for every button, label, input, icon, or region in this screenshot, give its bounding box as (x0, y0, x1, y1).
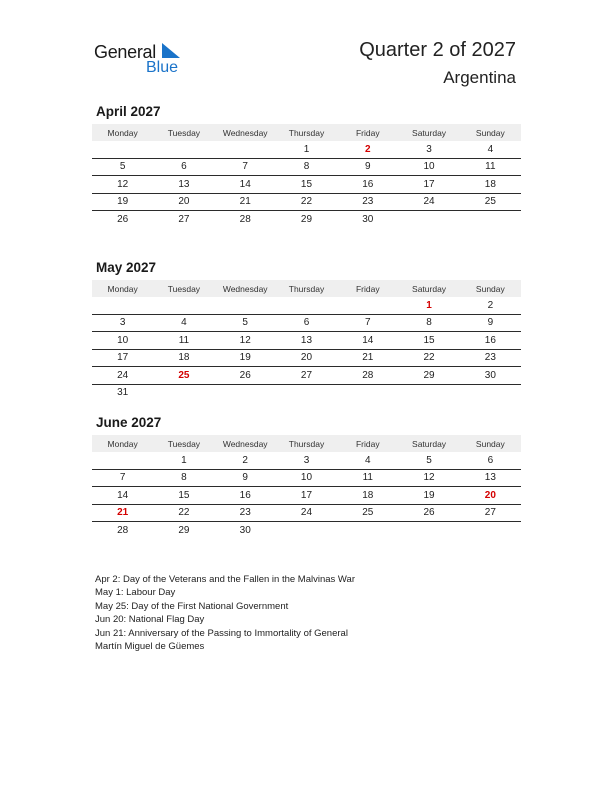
day-cell: 1 (276, 141, 337, 158)
day-cell: 14 (92, 487, 153, 505)
month-title: June 2027 (96, 415, 162, 430)
weekday-header: Saturday (398, 280, 459, 297)
day-cell: 11 (153, 332, 214, 350)
calendar-table (92, 280, 521, 401)
day-cell: 28 (337, 367, 398, 385)
day-cell: 24 (398, 193, 459, 211)
weekday-header: Friday (337, 124, 398, 141)
day-cell: 17 (92, 349, 153, 367)
day-cell: 18 (337, 487, 398, 505)
day-cell: 21 (337, 349, 398, 367)
weekday-header: Sunday (460, 435, 521, 452)
day-cell: 27 (276, 367, 337, 385)
day-cell: 23 (460, 349, 521, 367)
week-row (92, 384, 521, 401)
day-cell (460, 384, 521, 401)
day-cell (337, 522, 398, 539)
day-cell: 27 (460, 504, 521, 522)
day-cell: 1 (153, 452, 214, 469)
week-row (92, 314, 521, 332)
week-row (92, 522, 521, 539)
day-cell: 24 (92, 367, 153, 385)
weekday-header: Monday (92, 124, 153, 141)
week-row (92, 504, 521, 522)
week-row (92, 469, 521, 487)
country-name: Argentina (443, 68, 516, 87)
day-cell (398, 384, 459, 401)
holiday-note: Apr 2: Day of the Veterans and the Fallen in the Malvinas War (95, 574, 355, 585)
weekday-header: Thursday (276, 280, 337, 297)
day-cell: 7 (337, 314, 398, 332)
day-cell: 14 (215, 176, 276, 194)
day-cell: 15 (398, 332, 459, 350)
day-cell: 5 (215, 314, 276, 332)
day-cell: 2 (460, 297, 521, 314)
day-cell: 19 (398, 487, 459, 505)
day-cell: 10 (92, 332, 153, 350)
weekday-header: Wednesday (215, 124, 276, 141)
day-cell (215, 297, 276, 314)
weekday-header: Monday (92, 280, 153, 297)
holiday-note: Martín Miguel de Güemes (95, 641, 205, 653)
day-cell (215, 384, 276, 401)
day-cell (215, 141, 276, 158)
day-cell: 22 (398, 349, 459, 367)
day-cell: 7 (215, 158, 276, 176)
day-cell: 19 (215, 349, 276, 367)
day-cell: 4 (153, 314, 214, 332)
day-cell: 29 (398, 367, 459, 385)
day-cell (460, 211, 521, 228)
week-row (92, 176, 521, 194)
week-row (92, 211, 521, 228)
day-cell: 12 (215, 332, 276, 350)
day-cell: 21 (215, 193, 276, 211)
month-title: May 2027 (96, 260, 157, 275)
brand-logo (94, 40, 194, 80)
day-cell: 3 (398, 141, 459, 158)
month-june (92, 415, 521, 539)
day-cell: 16 (337, 176, 398, 194)
day-cell: 26 (398, 504, 459, 522)
day-cell: 18 (153, 349, 214, 367)
weekday-header: Wednesday (215, 280, 276, 297)
day-cell (153, 297, 214, 314)
holiday-note: Jun 21: Anniversary of the Passing to Immortality of General (95, 627, 348, 639)
weekday-header: Saturday (398, 435, 459, 452)
day-cell: 5 (398, 452, 459, 469)
weekday-header: Sunday (460, 280, 521, 297)
day-cell: 10 (398, 158, 459, 176)
day-cell: 26 (117, 213, 129, 225)
holiday-note: May 25: Day of the First National Government (95, 600, 289, 612)
day-cell (398, 211, 459, 228)
week-row (92, 487, 521, 505)
day-cell: 13 (460, 469, 521, 487)
day-cell (337, 384, 398, 401)
weekday-header: Monday (92, 435, 153, 452)
day-cell: 5 (92, 158, 153, 176)
day-cell: 18 (460, 176, 521, 194)
day-cell: 16 (460, 332, 521, 350)
day-cell: 3 (276, 452, 337, 469)
weekday-header: Thursday (276, 124, 337, 141)
weekday-header: Friday (337, 280, 398, 297)
weekday-header: Saturday (398, 124, 459, 141)
day-cell: 24 (276, 504, 337, 522)
day-cell: 12 (92, 176, 153, 194)
day-cell: 12 (398, 469, 459, 487)
day-cell: 29 (178, 524, 190, 536)
page-title: Quarter 2 of 2027 (359, 39, 516, 61)
day-cell: 26 (215, 367, 276, 385)
weekday-header: Sunday (460, 124, 521, 141)
day-cell: 13 (153, 176, 214, 194)
day-cell (153, 141, 214, 158)
day-cell: 30 (362, 213, 374, 225)
day-cell (276, 384, 337, 401)
day-cell: 9 (215, 469, 276, 487)
day-cell (337, 297, 398, 314)
weekday-header: Thursday (276, 435, 337, 452)
weekday-header: Friday (337, 435, 398, 452)
weekday-header-row (92, 124, 521, 141)
day-cell: 8 (276, 158, 337, 176)
week-row (92, 297, 521, 314)
day-cell: 1 (398, 297, 459, 314)
day-cell: 21 (92, 504, 153, 522)
day-cell (92, 297, 153, 314)
day-cell: 6 (276, 314, 337, 332)
holiday-notes (95, 573, 355, 653)
day-cell: 15 (153, 487, 214, 505)
day-cell: 29 (300, 213, 313, 225)
day-cell: 10 (276, 469, 337, 487)
day-cell: 20 (460, 487, 521, 505)
day-cell (460, 522, 521, 539)
day-cell: 31 (117, 387, 129, 399)
calendar-table (92, 435, 521, 539)
week-row (92, 367, 521, 385)
day-cell: 9 (460, 314, 521, 332)
day-cell: 2 (337, 141, 398, 158)
month-april (92, 104, 521, 228)
day-cell: 30 (460, 367, 521, 385)
weekday-header: Tuesday (153, 280, 214, 297)
week-row (92, 158, 521, 176)
weekday-header-row (92, 280, 521, 297)
day-cell: 23 (337, 193, 398, 211)
day-cell: 2 (215, 452, 276, 469)
day-cell: 9 (337, 158, 398, 176)
day-cell: 25 (337, 504, 398, 522)
day-cell (92, 141, 153, 158)
day-cell: 17 (276, 487, 337, 505)
day-cell: 4 (460, 141, 521, 158)
day-cell (398, 522, 459, 539)
day-cell: 28 (117, 524, 129, 536)
day-cell: 6 (460, 452, 521, 469)
day-cell: 25 (153, 367, 214, 385)
day-cell: 28 (239, 213, 251, 225)
day-cell (153, 384, 214, 401)
day-cell: 7 (92, 469, 153, 487)
day-cell: 20 (276, 349, 337, 367)
day-cell: 3 (92, 314, 153, 332)
day-cell: 14 (337, 332, 398, 350)
day-cell: 30 (239, 524, 251, 536)
day-cell (276, 297, 337, 314)
weekday-header: Wednesday (215, 435, 276, 452)
holiday-note: Jun 20: National Flag Day (95, 614, 205, 626)
day-cell: 23 (215, 504, 276, 522)
week-row (92, 452, 521, 469)
day-cell: 16 (215, 487, 276, 505)
day-cell: 11 (337, 469, 398, 487)
day-cell: 22 (153, 504, 214, 522)
day-cell: 19 (92, 193, 153, 211)
logo-triangle-icon (160, 43, 180, 59)
weekday-header-row (92, 435, 521, 452)
day-cell (276, 522, 337, 539)
month-title: April 2027 (96, 104, 161, 119)
day-cell: 6 (153, 158, 214, 176)
day-cell: 8 (153, 469, 214, 487)
day-cell: 15 (276, 176, 337, 194)
brand-general-text: General (94, 42, 156, 62)
day-cell: 20 (153, 193, 214, 211)
day-cell (92, 452, 153, 469)
calendar-table (92, 124, 521, 228)
day-cell: 11 (460, 158, 521, 176)
weekday-header: Tuesday (153, 435, 214, 452)
week-row (92, 332, 521, 350)
day-cell: 4 (337, 452, 398, 469)
day-cell: 27 (178, 213, 190, 225)
holiday-note: May 1: Labour Day (95, 587, 176, 599)
week-row (92, 141, 521, 158)
week-row (92, 349, 521, 367)
day-cell: 13 (276, 332, 337, 350)
day-cell: 17 (398, 176, 459, 194)
day-cell: 25 (460, 193, 521, 211)
day-cell: 22 (276, 193, 337, 211)
brand-blue-text: Blue (146, 59, 179, 76)
week-row (92, 193, 521, 211)
day-cell: 8 (398, 314, 459, 332)
month-may (92, 260, 521, 401)
weekday-header: Tuesday (153, 124, 214, 141)
